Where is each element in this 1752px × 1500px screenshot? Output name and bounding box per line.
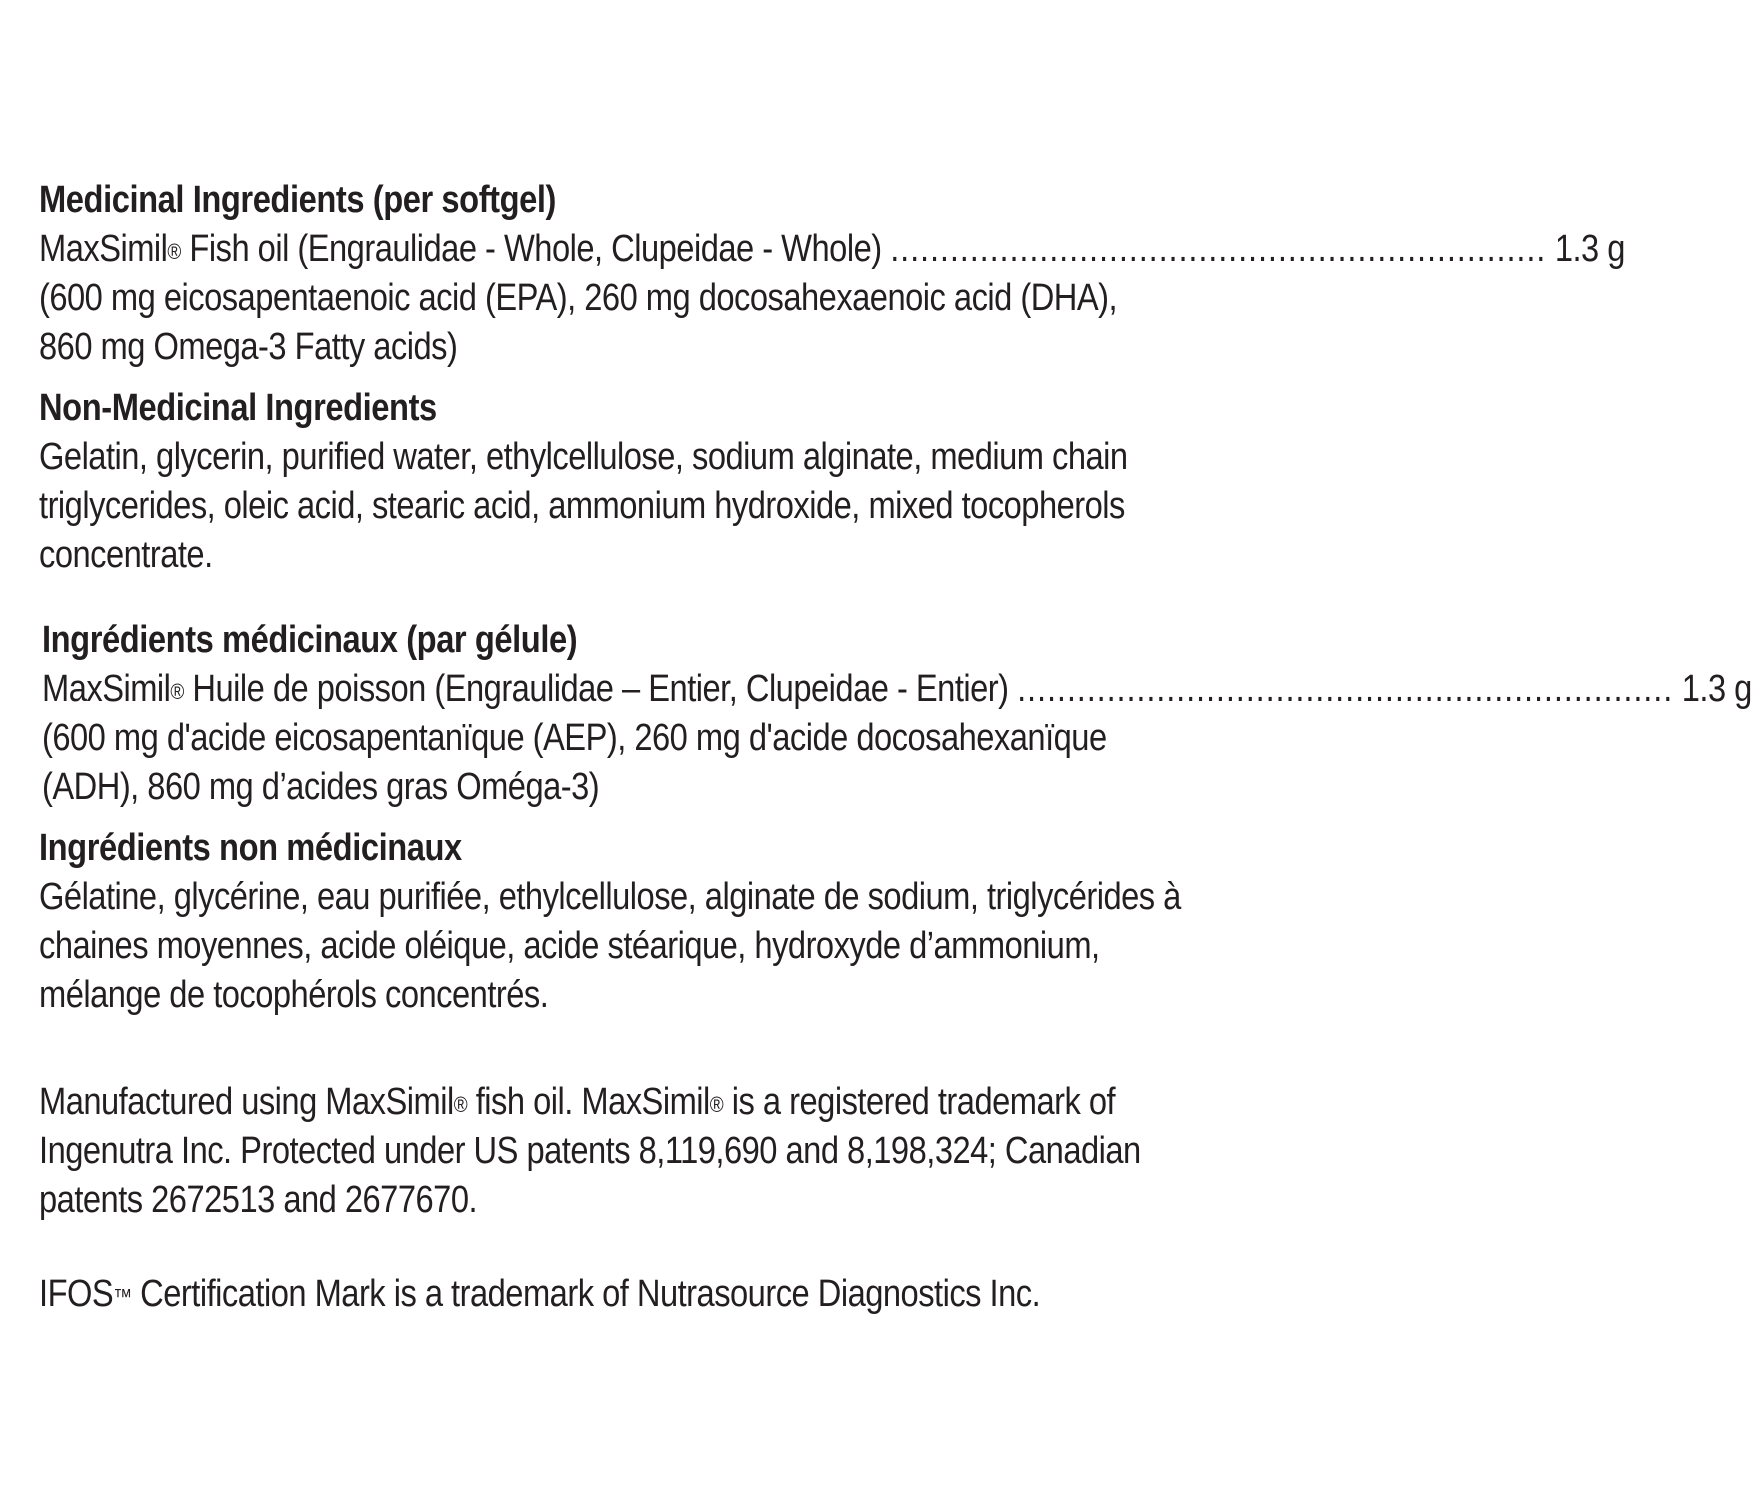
brand-name: MaxSimil [39,228,168,270]
medicinal-ingredients-heading: Medicinal Ingredients (per softgel) [39,179,556,221]
medicinal-ingredient-row [39,225,1625,274]
registered-mark: ® [167,239,181,264]
non-medicinal-ingredients-heading: Non-Medicinal Ingredients [39,387,437,429]
patent-notice-line: patents 2672513 and 2677670. [39,1179,478,1221]
non-medicinal-line: Gelatin, glycerin, purified water, ethylcellulose, sodium alginate, medium chain [39,436,1128,478]
ingredients-label [39,176,1752,1319]
non-medicinal-line: concentrate. [39,534,213,576]
brand-name: MaxSimil [42,668,171,710]
ingredient-amount: 1.3 g [1554,228,1625,270]
registered-mark: ® [709,1092,724,1117]
fr-non-medicinal-ingredients-heading: Ingrédients non médicinaux [39,827,462,869]
ingredient-description: Huile de poisson (Engraulidae – Entier, Clupeidae - Entier) [183,668,1009,710]
fr-non-medicinal-line: chaines moyennes, acide oléique, acide stéarique, hydroxyde d’ammonium, [39,925,1100,967]
trademark-notice-line: Manufactured using MaxSimil® fish oil. MaxSimil® is a registered trademark of [39,1081,1116,1123]
trademark-mark: ™ [113,1284,132,1309]
ingredient-amount: 1.3 g [1681,668,1752,710]
fr-medicinal-detail-line: (ADH), 860 mg d’acides gras Oméga-3) [42,766,600,808]
fr-medicinal-ingredient-row [42,665,1752,714]
medicinal-detail-line: 860 mg Omega-3 Fatty acids) [39,326,458,368]
fr-non-medicinal-line: mélange de tocophérols concentrés. [39,974,549,1016]
leader-dots: .................................................................. [890,228,1547,270]
medicinal-detail-line: (600 mg eicosapentaenoic acid (EPA), 260 mg docosahexaenoic acid (DHA), [39,277,1118,319]
ingredient-description: Fish oil (Engraulidae - Whole, Clupeidae - Whole) [180,228,882,270]
ifos-trademark-notice: IFOS™ Certification Mark is a trademark of Nutrasource Diagnostics Inc. [39,1273,1041,1315]
leader-dots: .................................................................. [1017,668,1674,710]
fr-medicinal-detail-line: (600 mg d'acide eicosapentanïque (AEP), 260 mg d'acide docosahexanïque [42,717,1107,759]
fr-non-medicinal-line: Gélatine, glycérine, eau purifiée, ethylcellulose, alginate de sodium, triglycérides à [39,876,1181,918]
registered-mark: ® [453,1092,468,1117]
non-medicinal-line: triglycerides, oleic acid, stearic acid, ammonium hydroxide, mixed tocopherols [39,485,1125,527]
registered-mark: ® [170,679,184,704]
patent-notice-line: Ingenutra Inc. Protected under US patents 8,119,690 and 8,198,324; Canadian [39,1130,1141,1172]
fr-medicinal-ingredients-heading: Ingrédients médicinaux (par gélule) [42,619,578,661]
